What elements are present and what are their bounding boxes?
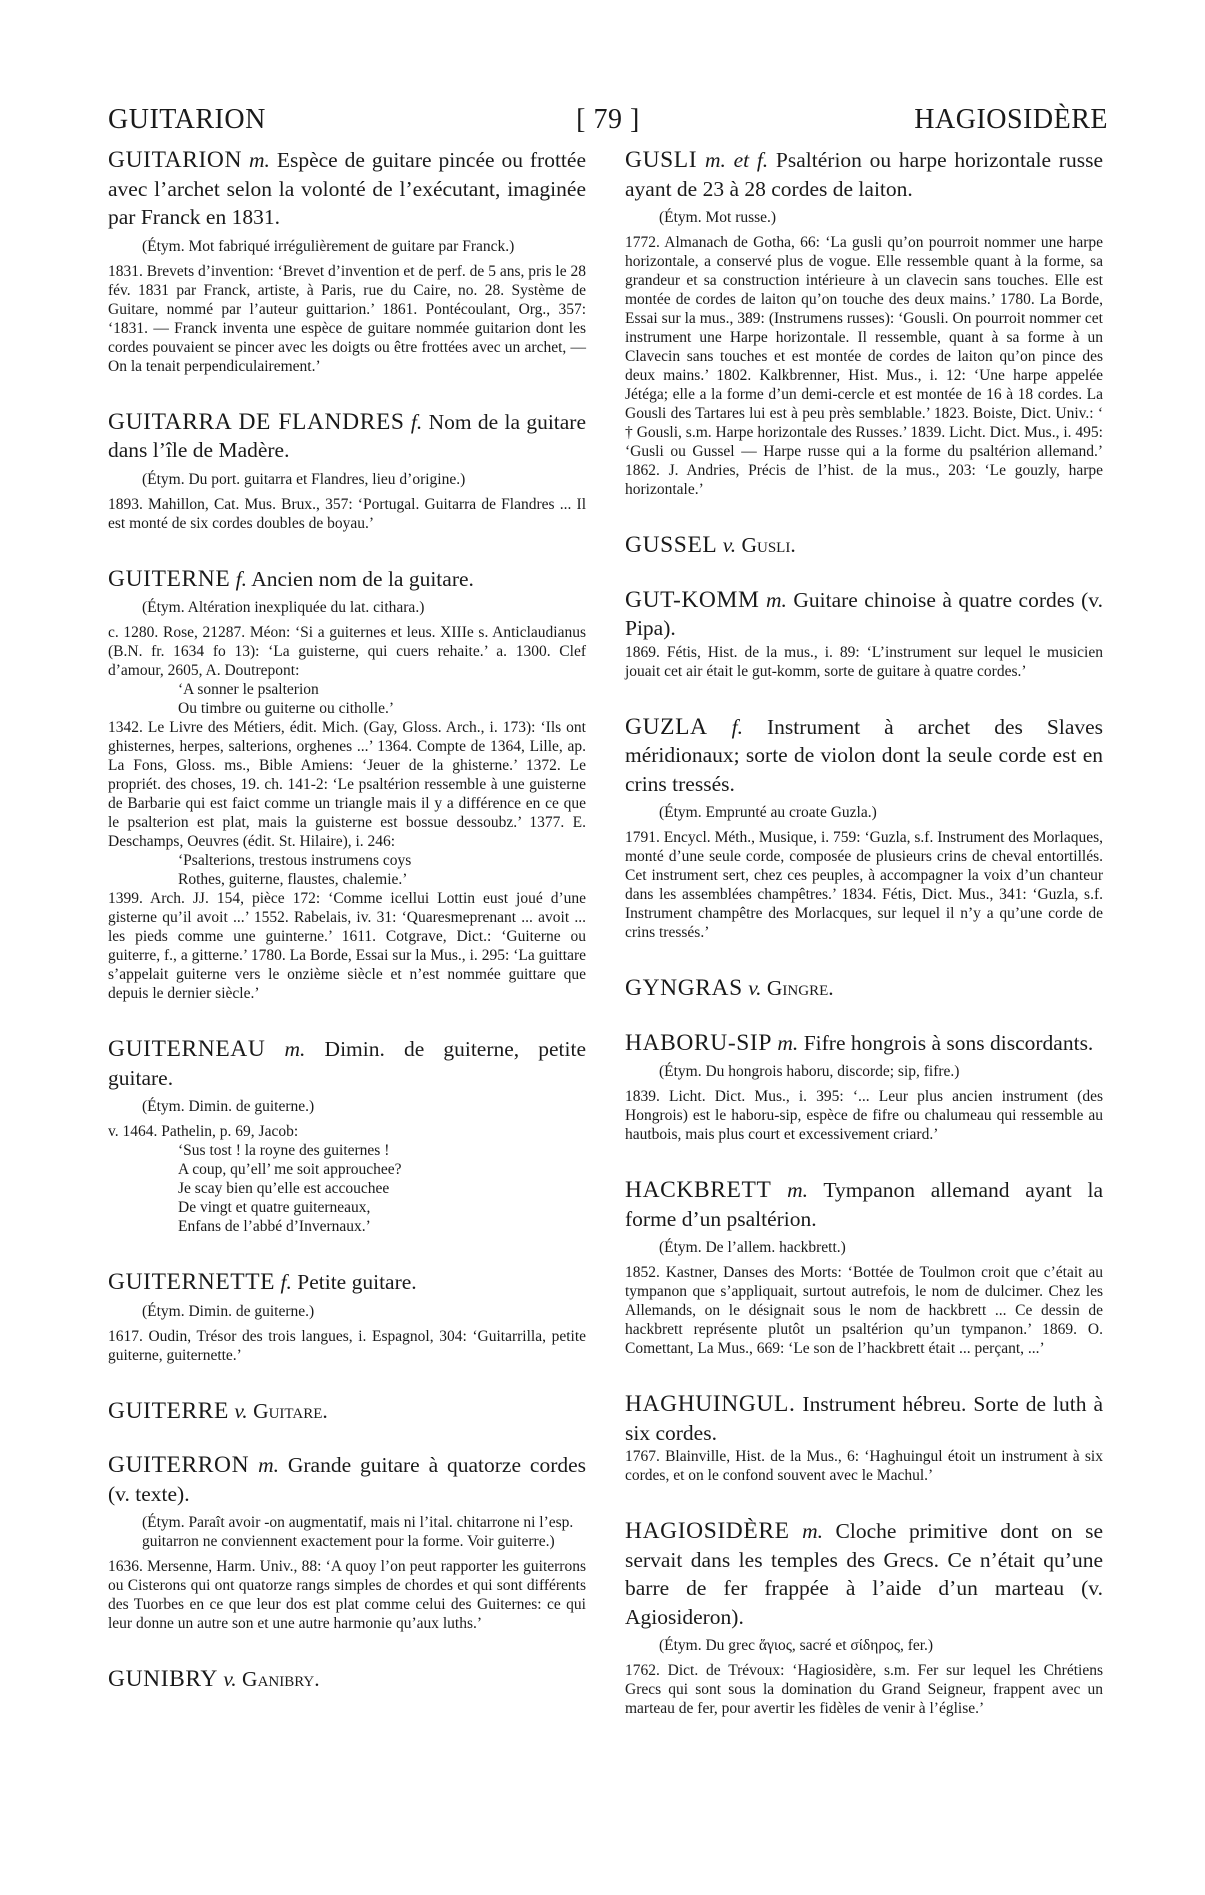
- right-column: [625, 146, 1103, 1750]
- definition: Ancien nom de la guitare.: [251, 566, 474, 591]
- etymology: (Étym. De l’allem. hackbrett.): [659, 1239, 846, 1256]
- definition: Instrument hébreu. Sorte de luth à six cordes.: [625, 1392, 1104, 1445]
- headword: GUITERNE: [108, 565, 231, 592]
- etymology: (Étym. Altération inexpliquée du lat. cithara.): [142, 599, 425, 616]
- citations: 1839. Licht. Dict. Mus., i. 395: ‘... Leur plus ancien instrument (des Hongrois) est le haboru-sip, espèce de fifre ou chalumeau qui ressemble au hautbois, mais plus court et excessivement criard.’: [625, 1088, 1103, 1143]
- headword: GUITERNEAU: [108, 1036, 266, 1062]
- entry-definition-line: [625, 713, 1103, 799]
- citations: 1893. Mahillon, Cat. Mus. Brux., 357: ‘Portugal. Guitarra de Flandres ... Il est monté de six cordes doubles de boyau.’: [108, 495, 586, 532]
- entry-gut-komm: [625, 586, 1103, 681]
- grammar-label: m.: [258, 1453, 279, 1477]
- grammar-label: f.: [280, 1270, 292, 1294]
- entry-guiternette: [108, 1268, 586, 1365]
- cross-reference: Gingre.: [766, 976, 834, 1000]
- entry-guiterneau: [108, 1035, 586, 1236]
- cross-reference: Gusli.: [741, 533, 796, 557]
- grammar-label: v.: [722, 533, 737, 557]
- etymology: (Étym. Mot fabriqué irrégulièrement de guitare par Franck.): [142, 237, 515, 255]
- entry-definition-line: [108, 1035, 586, 1092]
- definition: Petite guitare.: [297, 1270, 417, 1294]
- entry-guitarra-de-flandres: [108, 408, 586, 533]
- headword: GUITARION: [108, 147, 243, 173]
- headword: HAGIOSIDÈRE: [625, 1518, 790, 1544]
- page-number: [ 79 ]: [576, 104, 640, 135]
- entry-gussel: [625, 531, 1103, 560]
- citations: 1342. Le Livre des Métiers, édit. Mich. (Gay, Gloss. Arch., i. 173): ‘Ils ont ghisternes, herpes, salterions, orghenes ...’ 1364. Compte de 1364, Lille, ap. La Fons, Gloss. ms., Bible Amiens: ‘Jeuer de la ghisterne.’ 1372. Le propriét. des choses, 19. ch. 141-2: ‘Le psaltérion ressemble à une guisterne de Barbarie qui est faict comme un triangle mais il y a différence en ce que le psalterion est plat, mais la guisterne est bossue dessoubz.’ 1377. E. Deschamps, Oeuvres (édit. St. Hilaire), i. 246:: [108, 719, 586, 850]
- etymology: (Étym. Du hongrois haboru, discorde; sip, fifre.): [659, 1063, 960, 1080]
- etymology: (Étym. Paraît avoir -on augmentatif, mais ni l’ital. chitarrone ni l’esp. guitarron ne conviennent exactement pour la forme. Voir guiterre.): [142, 1514, 574, 1550]
- entry-definition-line: [625, 586, 1103, 643]
- etymology: (Étym. Du grec ἅγιος, sacré et σίδηρος, fer.): [659, 1637, 934, 1654]
- entry-haboru-sip: [625, 1029, 1103, 1145]
- grammar-label: m.: [802, 1519, 823, 1543]
- entry-guitarion: [108, 146, 586, 376]
- grammar-label: m.: [248, 148, 270, 172]
- headword: GUZLA: [625, 713, 708, 740]
- headword: GUITERRON: [108, 1452, 250, 1478]
- entry-guiterron: [108, 1451, 586, 1633]
- grammar-label: m. et f.: [704, 148, 769, 172]
- citations: 1791. Encycl. Méth., Musique, i. 759: ‘Guzla, s.f. Instrument des Morlaques, monté d’une seule corde, composée de plusieurs crins de cheval entortillés. Cet instrument sert, chez ces peuples, à accompagner la voix d’un chanteur dans les assemblées champêtres.’ 1834. Fétis, Dict. Mus., 341: ‘Guzla, s.f. Instrument champêtre des Morlacques, sur lequel il n’y a qu’une corde de crins tressés.’: [625, 829, 1103, 941]
- definition: Espèce de guitare pincée ou frottée avec l’archet selon la volonté de l’exécutant, imaginée par Franck en 1831.: [108, 148, 586, 229]
- entry-definition-line: [108, 146, 586, 232]
- verse-line: De vingt et quatre guiterneaux,: [178, 1199, 371, 1216]
- entry-definition-line: [625, 1517, 1103, 1631]
- verse-line: Enfans de l’abbé d’Invernaux.’: [178, 1218, 371, 1235]
- citations: 1399. Arch. JJ. 154, pièce 172: ‘Comme icellui Lottin eust joué d’une gisterne qu’il avoit ...’ 1552. Rabelais, iv. 31: ‘Quaresmeprenant ... avoit ... les pieds comme une guinterne.’ 1611. Cotgrave, Dict.: ‘Guiterne ou guiterre, f., a gitterne.’ 1780. La Borde, Essai sur la Mus., i. 295: ‘La guittare s’appelait guiterne vers le onzième siècle et n’est nommée guittare que depuis le dernier siècle.’: [108, 890, 586, 1002]
- etymology: (Étym. Dimin. de guiterne.): [142, 1302, 315, 1320]
- citations: 1762. Dict. de Trévoux: ‘Hagiosidère, s.m. Fer sur lequel les Chrétiens Grecs qui sont sous la domination du Grand Seigneur, frappent avec un marteau de fer, pour avertir les fidèles de venir à l’église.’: [625, 1662, 1103, 1717]
- citations: c. 1280. Rose, 21287. Méon: ‘Si a guiternes et leus. XIIIe s. Anticlaudianus (B.N. fr. 1634 fo 13): ‘La guisterne, qui cuers rehaite.’ a. 1300. Clef d’amour, 2605, A. Doutrepont:: [108, 624, 586, 679]
- running-head-right: HAGIOSIDÈRE: [914, 104, 1108, 135]
- grammar-label: v.: [748, 976, 762, 1000]
- citations: 1831. Brevets d’invention: ‘Brevet d’invention et de perf. de 5 ans, pris le 28 fév. 1831 par Franck, artiste, à Paris, rue du Caire, no. 28. Système de Guitare, nommé par l’auteur guittarion.’ 1861. Pontécoulant, Org., 357: ‘1831. — Franck inventa une espèce de guitare nommée guitarion dont les cordes pouvaient se pincer avec les doigts ou être frottées avec un archet, — On la tenait perpendiculairement.’: [108, 262, 586, 375]
- entry-haghuingul: [625, 1390, 1103, 1485]
- verse-line: Rothes, guiterne, flaustes, chalemie.’: [178, 871, 408, 888]
- grammar-label: v.: [234, 1398, 248, 1423]
- grammar-label: m.: [765, 587, 787, 612]
- definition: Fifre hongrois à sons discordants.: [803, 1030, 1094, 1055]
- verse-line: ‘A sonner le psalterion: [178, 681, 319, 698]
- entry-gyngras: [625, 974, 1103, 1003]
- grammar-label: v.: [223, 1667, 237, 1691]
- etymology: (Étym. Mot russe.): [659, 209, 777, 226]
- verse-line: Je scay bien qu’elle est accouchee: [178, 1180, 390, 1197]
- etymology: (Étym. Emprunté au croate Guzla.): [659, 804, 877, 821]
- definition: Tympanon allemand ayant la forme d’un psaltérion.: [625, 1178, 1103, 1231]
- entry-definition-line: [108, 408, 586, 465]
- grammar-label: f.: [731, 714, 743, 739]
- definition: Grande guitare à quatorze cordes (v. texte).: [108, 1453, 587, 1506]
- citations: 1852. Kastner, Danses des Morts: ‘Bottée de Toulmon croit que c’était au tympanon que s’appliquait, surtout autrefois, le nom de dulcimer. Chez les Allemands, on le désignait sous le nom de hackbrett ... Ce dessin de hackbrett représente plutôt un psaltérion qu’un tympanon.’ 1869. O. Comettant, La Mus., 669: ‘Le son de l’hackbrett était ... perçant, ...’: [625, 1264, 1103, 1357]
- headword: GUSSEL: [625, 532, 718, 558]
- cross-reference: Ganibry.: [242, 1667, 320, 1691]
- grammar-label: m.: [787, 1178, 809, 1202]
- entry-definition-line: [108, 1451, 586, 1508]
- definition: Instrument à archet des Slaves méridionaux; sorte de violon dont la seule corde est en crins tressés.: [625, 714, 1104, 796]
- grammar-label: f.: [410, 409, 423, 434]
- headword: HAGHUINGUL.: [625, 1391, 796, 1417]
- entry-definition-line: [625, 146, 1103, 203]
- headword: GUITERRE: [108, 1397, 229, 1424]
- citations: 1772. Almanach de Gotha, 66: ‘La gusli qu’on pourroit nommer une harpe horizontale, a conservé plus de vogue. Elle ressemble quant à la forme, sa grandeur et sa construction intérieure à un clavecin sans touches. Elle est montée de cordes de laiton qu’on touche des deux mains.’ 1780. La Borde, Essai sur la mus., 389: (Instrumens russes): ‘Gousli. On pourroit nommer cet instrument une Harpe horizontale. Il ressemble, quant à sa forme à un Clavecin sans touches et est montée de cordes de laiton qu’on pince des deux mains.’ 1802. Kalkbrenner, Hist. Mus., i. 12: ‘Une harpe appelée Jétéga; elle a la forme d’un demi-cercle et est montée de 16 à 18 cordes. La Gousli des Tartares lui est à peu près semblable.’ 1823. Boiste, Dict. Univ.: ‘ † Gousli, s.m. Harpe horizontale des Russes.’ 1839. Licht. Dict. Mus., i. 495: ‘Gusli ou Gussel — Harpe russe qui a la forme du psaltérion allemand.’ 1862. J. Andries, Précis de l’hist. de la mus., 203: ‘Le gouzly, harpe horizontale.’: [625, 234, 1103, 498]
- entry-definition-line: [108, 1665, 586, 1694]
- cross-reference: Guitare.: [253, 1398, 328, 1423]
- entry-definition-line: [625, 974, 1103, 1003]
- definition: Dimin. de guiterne, petite guitare.: [108, 1037, 587, 1090]
- entry-definition-line: [625, 1390, 1103, 1447]
- left-column: [108, 146, 586, 1726]
- entry-definition-line: [625, 531, 1103, 560]
- entry-definition-line: [108, 565, 586, 594]
- definition: Psaltérion ou harpe horizontale russe ayant de 23 à 28 cordes de laiton.: [625, 148, 1103, 201]
- entry-guzla: [625, 713, 1103, 943]
- running-head: [108, 104, 1108, 144]
- verse-line: Ou timbre ou guiterne ou citholle.’: [178, 700, 395, 717]
- entry-definition-line: [108, 1397, 586, 1426]
- etymology: (Étym. Dimin. de guiterne.): [142, 1098, 315, 1115]
- running-head-left: GUITARION: [108, 104, 266, 135]
- grammar-label: m.: [284, 1037, 306, 1061]
- headword: GUT-KOMM: [625, 586, 760, 613]
- headword: GUITARRA DE FLANDRES: [108, 408, 405, 435]
- citations: 1636. Mersenne, Harm. Univ., 88: ‘A quoy l’on peut rapporter les guiterrons ou Cisterons qui ont quatorze rangs simples de chordes et qui sont différents des Tuorbes en ce que leur dos est plat comme celui des Guiternes: ce qui leur donne un autre son et une autre harmonie qu’aux luths.’: [108, 1558, 586, 1632]
- entry-guiterne: [108, 565, 586, 1004]
- entry-definition-line: [625, 1176, 1103, 1233]
- entry-gusli: [625, 146, 1103, 499]
- definition: Nom de la guitare dans l’île de Madère.: [108, 409, 587, 462]
- definition: Cloche primitive dont on se servait dans les temples des Grecs. Ce n’était qu’une barre de fer frappée à l’aide d’un marteau (v. Agiosideron).: [625, 1519, 1103, 1629]
- headword: GUITERNETTE: [108, 1269, 276, 1295]
- headword: GYNGRAS: [625, 975, 743, 1001]
- headword: GUSLI: [625, 147, 698, 173]
- citations: v. 1464. Pathelin, p. 69, Jacob:: [108, 1123, 299, 1140]
- headword: GUNIBRY: [108, 1666, 218, 1692]
- entry-definition-line: [108, 1268, 586, 1297]
- definition: Guitare chinoise à quatre cordes (v. Pipa).: [625, 587, 1104, 640]
- entry-definition-line: [625, 1029, 1103, 1058]
- verse-line: ‘Sus tost ! la royne des guiternes !: [178, 1142, 390, 1159]
- citations: 1869. Fétis, Hist. de la mus., i. 89: ‘L’instrument sur lequel le musicien jouait cet air était le gut-komm, sorte de guitare à quatre cordes.’: [625, 643, 1103, 680]
- citations: 1767. Blainville, Hist. de la Mus., 6: ‘Haghuingul étoit un instrument à six cordes, et on le confond souvent avec le Machul.’: [625, 1448, 1103, 1484]
- headword: HABORU-SIP: [625, 1029, 773, 1056]
- grammar-label: m.: [777, 1030, 799, 1055]
- citations: 1617. Oudin, Trésor des trois langues, i. Espagnol, 304: ‘Guitarrilla, petite guiterne, guiternette.’: [108, 1327, 586, 1364]
- entry-guiterre: [108, 1397, 586, 1426]
- entry-gunibry: [108, 1665, 586, 1694]
- verse-line: ‘Psalterions, trestous instrumens coys: [178, 852, 412, 869]
- entry-hackbrett: [625, 1176, 1103, 1358]
- grammar-label: f.: [235, 566, 248, 591]
- etymology: (Étym. Du port. guitarra et Flandres, lieu d’origine.): [142, 470, 466, 488]
- headword: HACKBRETT: [625, 1177, 772, 1203]
- entry-hagiosidere: [625, 1517, 1103, 1718]
- verse-line: A coup, qu’ell’ me soit approuchee?: [178, 1161, 402, 1178]
